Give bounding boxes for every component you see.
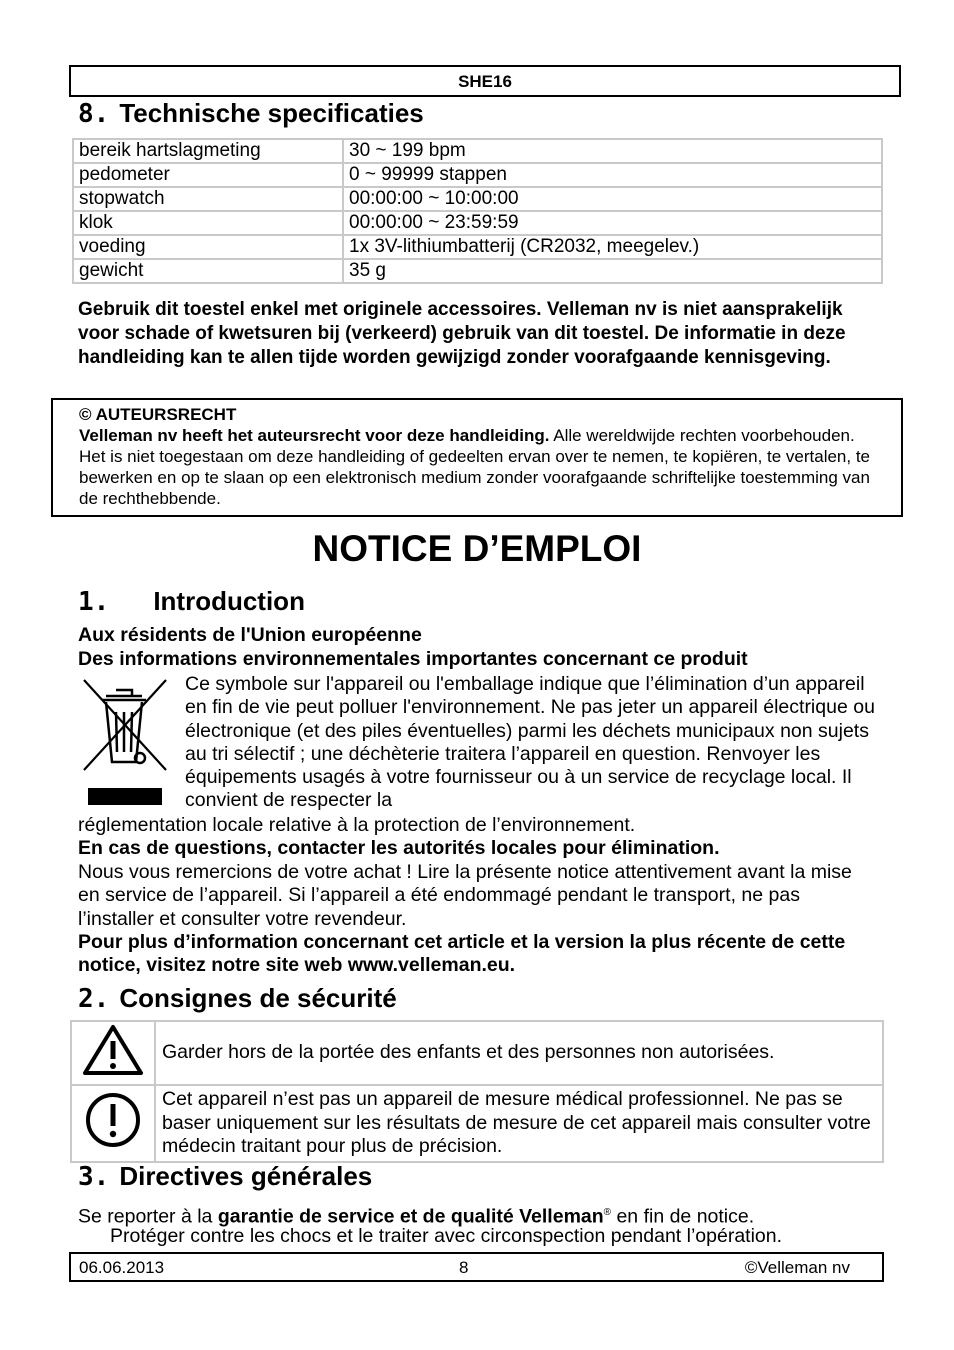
section3-title: Directives générales (119, 1161, 373, 1191)
spec-key: stopwatch (73, 187, 343, 211)
spec-key: pedometer (73, 163, 343, 187)
general-line-1-post: en fin de notice. (611, 1205, 755, 1228)
copyright-text (79, 425, 875, 509)
section1-title: Introduction (153, 586, 305, 616)
spec-value: 0 ~ 99999 stappen (343, 163, 882, 187)
footer-date: 06.06.2013 (79, 1258, 165, 1277)
spec-value: 1x 3V-lithiumbatterij (CR2032, meegelev.) (343, 235, 882, 259)
spec-key: voeding (73, 235, 343, 259)
section3-heading (78, 1161, 372, 1192)
section8-number: 8. (78, 99, 110, 129)
weee-paragraph: Ce symbole sur l'appareil ou l'emballage indique que l’élimination d’un appareil en fin de vie peut polluer l'environnement. Ne pas jeter un appareil électrique ou électronique (et des piles éventuelles) parmi les déchets municipaux non sujets au tri sélectif ; une déchèterie traitera l’appareil en question. Renvoyer les équipements usagés à votre fournisseur ou à un service de recyclage local. Il convient de respecter la (185, 673, 875, 812)
section1-number: 1. (78, 587, 110, 617)
general-line-1-bold: garantie de service et de qualité Velleman (217, 1205, 604, 1228)
page-footer (69, 1252, 884, 1282)
table-row (73, 211, 882, 235)
exclamation-circle-icon (83, 1133, 143, 1155)
copyright-bold: Velleman nv heeft het auteursrecht voor deze handleiding. (79, 426, 550, 445)
spec-value: 30 ~ 199 bpm (343, 139, 882, 163)
safety-icon-cell (71, 1021, 155, 1085)
warning-triangle-icon (81, 1060, 145, 1082)
table-row (73, 235, 882, 259)
table-row (71, 1021, 883, 1085)
table-row (71, 1085, 883, 1162)
section2-number: 2. (78, 984, 110, 1014)
registered-mark: ® (603, 1207, 612, 1218)
thanks-paragraph: Nous vous remercions de votre achat ! Lire la présente notice attentivement avant la mise en service de l’appareil. Si l’appareil a été endommagé pendant le transport, ne pas l’installer et consulter votre revendeur. (78, 861, 852, 930)
spec-key: bereik hartslagmeting (73, 139, 343, 163)
copyright-body: Alle wereldwijde rechten voorbehouden. Het is niet toegestaan om deze handleiding of gedeelten ervan over te nemen, te kopiëren, te vertalen, te bewerken en op te slaan op een elektronisch medium zonder voorafgaande schriftelijke toestemming van de rechthebbende. (79, 426, 871, 508)
section1-heading (78, 586, 305, 617)
section3-number: 3. (78, 1162, 110, 1192)
table-row (73, 187, 882, 211)
general-line-1-pre: Se reporter à la (78, 1205, 218, 1228)
safety-table (70, 1020, 884, 1163)
section8-title: Technische specificaties (119, 98, 424, 128)
header-model: SHE16 (69, 65, 901, 97)
footer-copyright: ©Velleman nv (744, 1258, 850, 1277)
footer-page-number: 8 (459, 1258, 469, 1277)
spec-value: 00:00:00 ~ 23:59:59 (343, 211, 882, 235)
spec-value: 35 g (343, 259, 882, 283)
section2-title: Consignes de sécurité (119, 983, 397, 1013)
table-row (73, 259, 882, 283)
env-info-heading: Des informations environnementales importantes concernant ce produit (78, 648, 748, 670)
table-row (73, 139, 882, 163)
weee-paragraph-cont: réglementation locale relative à la protection de l’environnement. (78, 814, 636, 836)
safety-text: Garder hors de la portée des enfants et des personnes non autorisées. (155, 1021, 883, 1085)
spec-table (72, 138, 883, 284)
eu-residents-heading: Aux résidents de l'Union européenne (78, 624, 422, 646)
spec-key: gewicht (73, 259, 343, 283)
copyright-box (51, 398, 903, 517)
spec-key: klok (73, 211, 343, 235)
safety-icon-cell (71, 1085, 155, 1162)
section8-heading (78, 98, 424, 129)
questions-line: En cas de questions, contacter les autorités locales pour élimination. (78, 837, 720, 859)
more-info-paragraph: Pour plus d’information concernant cet article et la version la plus récente de cette notice, visitez notre site web www.velleman.eu. (78, 931, 846, 977)
table-row (73, 163, 882, 187)
spec-value: 00:00:00 ~ 10:00:00 (343, 187, 882, 211)
weee-bin-icon (80, 678, 172, 808)
notice-title: NOTICE D’EMPLOI (312, 528, 642, 569)
copyright-heading: © AUTEURSRECHT (79, 405, 237, 424)
section2-heading (78, 983, 397, 1014)
safety-text: Cet appareil n’est pas un appareil de mesure médical professionnel. Ne pas se baser uniquement sur les résultats de mesure de cet appareil mais consulter votre médecin traitant pour plus de précision. (155, 1085, 883, 1162)
general-line-2: Protéger contre les chocs et le traiter avec circonspection pendant l’opération. (110, 1225, 783, 1247)
disclaimer-paragraph: Gebruik dit toestel enkel met originele accessoires. Velleman nv is niet aansprakelijk voor schade of kwetsuren bij (verkeerd) gebruik van dit toestel. De informatie in deze handleiding kan te allen tijde worden gewijzigd zonder voorafgaande kennisgeving. (78, 299, 846, 368)
